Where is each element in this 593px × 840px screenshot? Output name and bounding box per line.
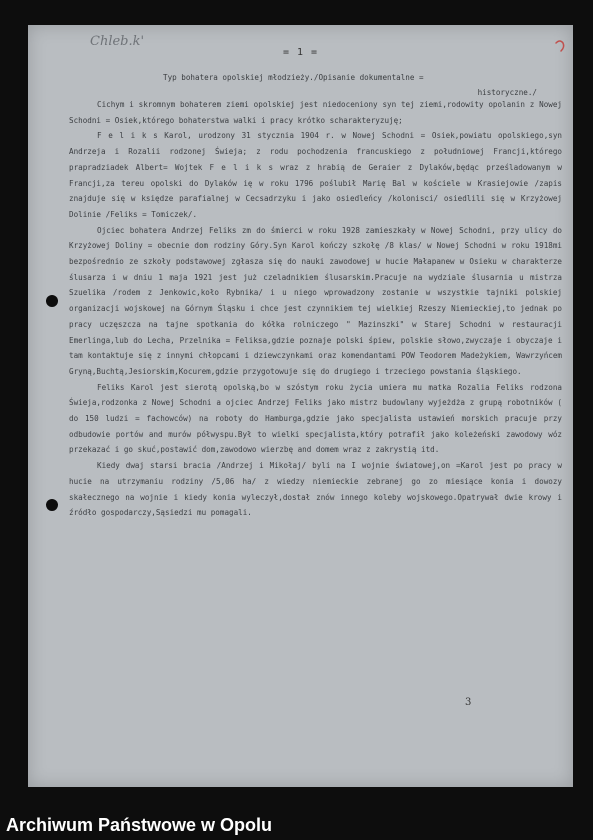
- document-body: [69, 97, 562, 521]
- handwritten-margin-note: Chleb.k': [90, 34, 145, 49]
- punch-hole-top: [46, 295, 58, 307]
- archive-caption: Archiwum Państwowe w Opolu: [6, 815, 273, 835]
- title-line-2: historyczne./: [477, 88, 537, 97]
- document-title: [163, 70, 555, 100]
- page-number: = 1 =: [282, 47, 319, 58]
- title-line-1: Typ bohatera opolskiej młodzieży./Opisanie dokumentalne =: [163, 73, 424, 82]
- document-page: [28, 25, 573, 787]
- paragraph-intro: Cichym i skromnym bohaterem ziemi opolskiej jest niedoceniony syn tej ziemi,rodowity opolanin z Nowej Schodni = Osiek,którego bohaterstwa walki i pracy krótko scharakteryzuję;: [69, 100, 562, 125]
- paragraph-biography: F e l i k s Karol, urodzony 31 stycznia 1904 r. w Nowej Schodni = Osiek,powiatu opolskiego,syn Andrzeja i Rozalii rodzonej Świeja; z rodu pochodzenia francuskiego z południowej Francji,którego prapradziadek Albert= Wojtek F e l i k s wraz z hrabią de Geraier z Dylaków,będąc prześladowanym w Francji,za tereu opolski do Dylaków ię w roku 1796 poślubił Marię Bal w kościele w Krasiejowie /zapis znajduje się w księdze parafialnej w Cecsadrzyku i jako osiedleńcy /kolonisci/ osiedlili się w Krzyżowej Dolinie /Feliks = Tomiczek/.: [69, 131, 562, 219]
- handwritten-signature: 3: [465, 697, 472, 708]
- paragraph-war: Kiedy dwaj starsi bracia /Andrzej i Mikołaj/ byli na I wojnie światowej,on =Karol jest po pracy w hucie na utrzymaniu rodziny /5,06 ha/ z wiedzy niemieckie zebranej go zo miesiące konia i dowozy skałecznego na wojnie i kiedy konia wyleczył,dostał znów innego koleby wojskowego.Opatrywał dwie krowy i źródło gospodarczy,Sąsiedzi mu pomagali.: [69, 461, 562, 518]
- punch-hole-bottom: [46, 499, 58, 511]
- paragraph-father: Ojciec bohatera Andrzej Feliks zm do śmierci w roku 1928 zamieszkały w Nowej Schodni, przy ulicy do Krzyżowej Doliny = obecnie dom rodziny Góry.Syn Karol kończy szkołę /8 klas/ w Nowej Schodni w roku 1918mi bezpośrednio ze szkoły podstawowej zgłasza się do nauki zawodowej w hucie Małapanew w Osieku w charakterze ślusarza i w dniu 1 maja 1921 jest już czeladnikiem ślusarskim.Pracuje na wydziale ślusarnia u mistrza Szuelika /rodem z Jenkowic,koło Rybnika/ i u niego wprowadzony zostanie w wszystkie tajniki polskiej organizacji wojskowej na Górnym Śląsku i chce jest czynnikiem tej wielkiej Rzeszy Niemieckiej,to jednak po pracy uczęszcza na tajne spotkania do kółka rolniczego " Mazinszki" w Starej Schodni w restauracji Emerlinga,lub do Lecha, Przelnika = Feliksa,gdzie poznaje polski śpiew, polskie słowo,zwyczaje i obyczaje i tam kontaktuje się z innymi chłopcami i dziewczynkami oraz komendantami POW Teodorem Madeżykiem, Wawrzyńcem Gryną,Buchtą,Jesiorskim,Kocurem,gdzie przygotowuje się do drugiego i trzeciego powstania śląskiego.: [69, 225, 562, 376]
- paragraph-orphan: Feliks Karol jest sierotą opolską,bo w szóstym roku życia umiera mu matka Rozalia Feliks rodzona Świeja,rodzonka z Nowej Schodni a ojciec Andrzej Feliks jako mistrz budowlany wyjeżdża z grupą robotników ( do 150 ludzi = fachowców) na roboty do Hamburga,gdzie jako specjalista ustawień morskich pracuje przy odbudowie portów and murów półwyspu.Był to wielki specjalista,który potrafił jako koleżeński zawodowy wóz przekazać i go skuć,postawić dom,zawodowo wierzbę and domem wraz z zakrystią itd.: [69, 382, 562, 455]
